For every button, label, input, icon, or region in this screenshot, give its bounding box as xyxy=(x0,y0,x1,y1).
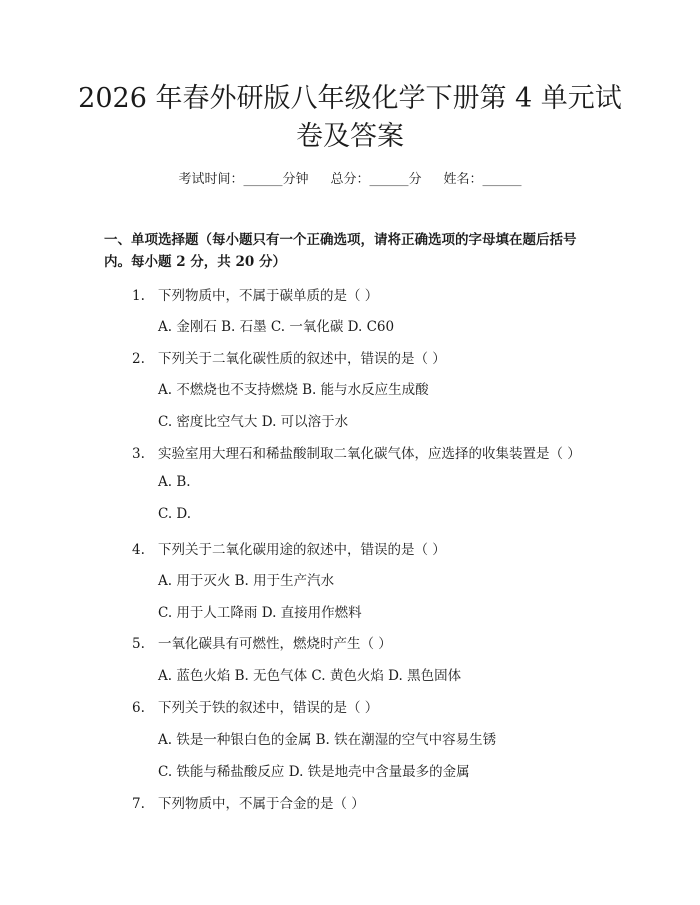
question-5 xyxy=(132,632,392,652)
question-number: 2. xyxy=(132,351,145,367)
question-text: 下列物质中，不属于碳单质的是（ ） xyxy=(158,288,379,304)
question-1-options: A. 金刚石 B. 石墨 C. 一氧化碳 D. C60 xyxy=(158,319,395,335)
section-heading xyxy=(104,229,604,273)
page-title-line1: 2026 年春外研版八年级化学下册第 4 单元试 xyxy=(78,83,622,114)
exam-time: 考试时间：______分钟 xyxy=(178,172,309,187)
question-4-options-ab: A. 用于灭火 B. 用于生产汽水 xyxy=(158,573,335,589)
exam-meta xyxy=(0,168,700,187)
question-7 xyxy=(132,792,365,812)
question-5-options: A. 蓝色火焰 B. 无色气体 C. 黄色火焰 D. 黑色固体 xyxy=(158,668,462,684)
question-number: 6. xyxy=(132,700,145,716)
question-number: 5. xyxy=(132,636,145,652)
question-4-options-cd: C. 用于人工降雨 D. 直接用作燃料 xyxy=(158,605,362,621)
question-2 xyxy=(132,347,446,367)
page-title-line2: 卷及答案 xyxy=(296,121,404,152)
question-2-options-ab: A. 不燃烧也不支持燃烧 B. 能与水反应生成酸 xyxy=(158,382,429,398)
question-text: 下列关于铁的叙述中，错误的是（ ） xyxy=(158,700,379,716)
question-text: 下列关于二氧化碳性质的叙述中，错误的是（ ） xyxy=(158,351,446,367)
question-3-options-cd: C. D. xyxy=(158,506,192,522)
question-4 xyxy=(132,538,446,558)
question-6-options-cd: C. 铁能与稀盐酸反应 D. 铁是地壳中含量最多的金属 xyxy=(158,764,470,780)
question-3 xyxy=(132,442,581,462)
question-text: 实验室用大理石和稀盐酸制取二氧化碳气体，应选择的收集装置是（ ） xyxy=(158,446,581,462)
question-2-options-cd: C. 密度比空气大 D. 可以溶于水 xyxy=(158,414,349,430)
question-text: 一氧化碳具有可燃性，燃烧时产生（ ） xyxy=(158,636,392,652)
question-1 xyxy=(132,284,378,304)
question-6-options-ab: A. 铁是一种银白色的金属 B. 铁在潮湿的空气中容易生锈 xyxy=(158,732,497,748)
question-text: 下列物质中，不属于合金的是（ ） xyxy=(158,796,365,812)
question-text: 下列关于二氧化碳用途的叙述中，错误的是（ ） xyxy=(158,542,446,558)
question-3-options-ab: A. B. xyxy=(158,474,191,490)
exam-name: 姓名：______ xyxy=(443,172,522,187)
exam-score: 总分：______分 xyxy=(330,172,422,187)
question-number: 3. xyxy=(132,446,145,462)
section-heading-line2: 内。每小题 2 分，共 20 分） xyxy=(104,254,286,270)
section-heading-line1: 一、单项选择题（每小题只有一个正确选项，请将正确选项的字母填在题后括号 xyxy=(104,232,577,248)
question-6 xyxy=(132,696,378,716)
question-number: 7. xyxy=(132,796,145,812)
question-number: 1. xyxy=(132,288,145,304)
question-number: 4. xyxy=(132,542,145,558)
